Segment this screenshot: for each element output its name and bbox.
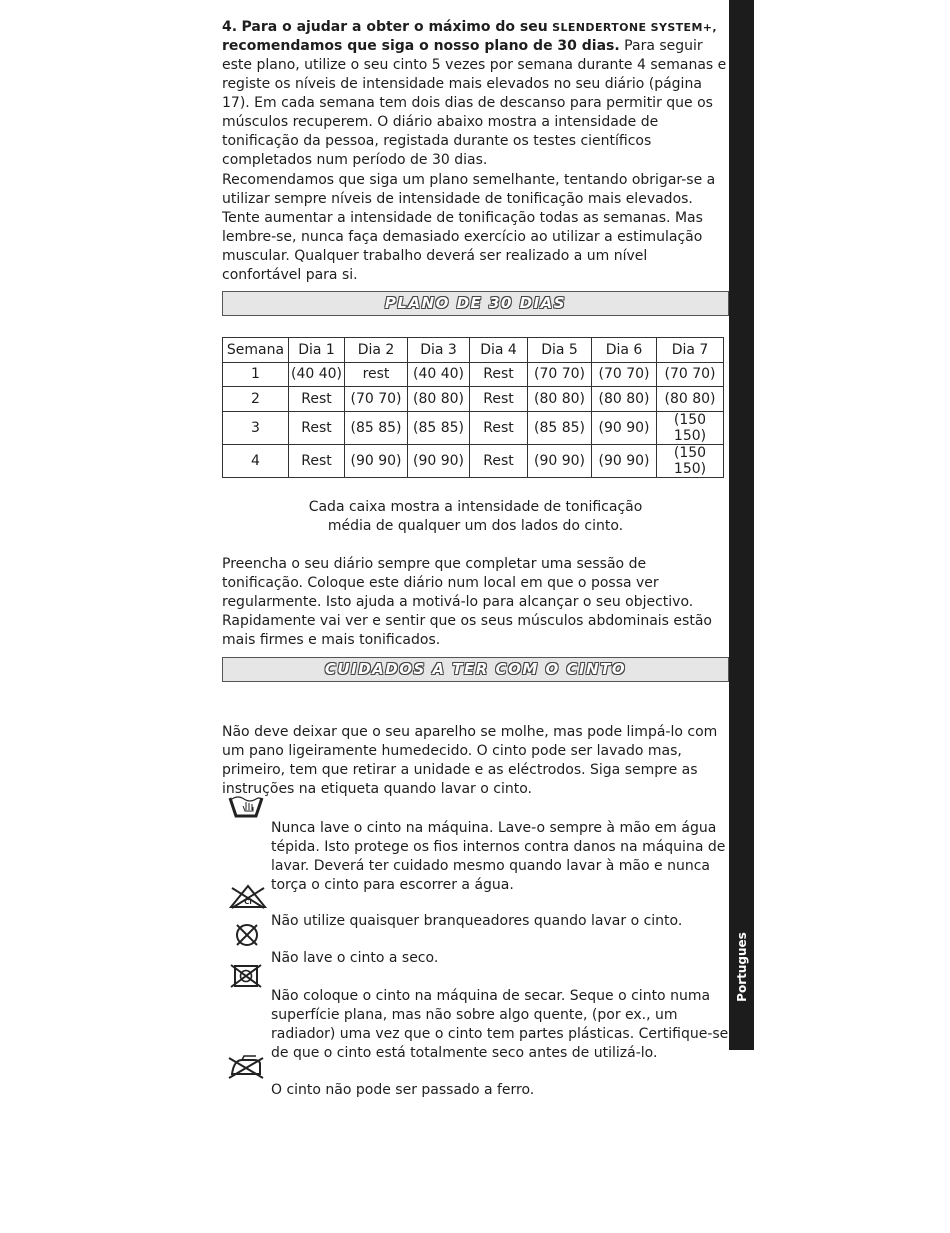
table-cell: Rest: [470, 362, 528, 387]
intro-paragraph: [222, 18, 729, 170]
table-cell: (90 90): [592, 411, 657, 444]
table-cell: Rest: [470, 411, 528, 444]
table-cell: (90 90): [528, 444, 592, 477]
table-cell: (90 90): [592, 444, 657, 477]
table-row: [223, 444, 724, 477]
table-cell: rest: [345, 362, 408, 387]
table-cell: Rest: [470, 387, 528, 412]
header-week: Semana: [223, 338, 289, 363]
plan-table: [222, 337, 724, 478]
table-cell: (80 80): [592, 387, 657, 412]
table-cell: (85 85): [528, 411, 592, 444]
table-cell: (70 70): [657, 362, 724, 387]
care-instruction-no-dry-clean: Não lave o cinto a seco.: [271, 950, 439, 966]
header-day-6: Dia 6: [592, 338, 657, 363]
intro-lead-text-2: recomendamos que siga o nosso plano de 30 dias.: [222, 38, 620, 54]
header-day-1: Dia 1: [289, 338, 345, 363]
recommendation-paragraph: Recomendamos que siga um plano semelhante, tentando obrigar-se a utilizar sempre níveis de intensidade de tonificação mais elevados. Tente aumentar a intensidade de tonificação todas as semanas. Mas lembre-se, nunca faça demasiado exercício ao utilizar a estimulação muscular. Qualquer trabalho deverá ser realizado a um nível confortável para si.: [222, 172, 716, 283]
table-cell: (85 85): [408, 411, 470, 444]
table-cell: (70 70): [592, 362, 657, 387]
week-cell: 3: [223, 411, 289, 444]
brand-name: SLENDERTONE SYSTEM+,: [552, 21, 718, 34]
plan-caption-line-1: Cada caixa mostra a intensidade de tonificação: [308, 499, 643, 515]
table-cell: (150 150): [657, 411, 724, 444]
table-cell: (70 70): [528, 362, 592, 387]
no-bleach-icon: [228, 884, 268, 910]
no-dry-clean-icon: [234, 922, 260, 948]
language-side-tab: [729, 0, 754, 1050]
table-cell: (85 85): [345, 411, 408, 444]
table-cell: (90 90): [408, 444, 470, 477]
care-heading: CUIDADOS A TER COM O CINTO: [222, 657, 729, 682]
header-day-3: Dia 3: [408, 338, 470, 363]
intro-lead-text: Para o ajudar a obter o máximo do seu: [241, 19, 548, 35]
table-row: [223, 411, 724, 444]
table-cell: (80 80): [408, 387, 470, 412]
plan-caption-line-2: média de qualquer um dos lados do cinto.: [327, 518, 624, 534]
table-cell: (40 40): [408, 362, 470, 387]
header-day-2: Dia 2: [345, 338, 408, 363]
plan-heading: PLANO DE 30 DIAS: [222, 291, 729, 316]
table-cell: (80 80): [528, 387, 592, 412]
intro-lead-number: 4.: [222, 19, 238, 35]
table-cell: (70 70): [345, 387, 408, 412]
table-cell: Rest: [289, 444, 345, 477]
header-day-7: Dia 7: [657, 338, 724, 363]
plan-caption: [222, 498, 729, 536]
care-instruction-hand-wash: Nunca lave o cinto na máquina. Lave-o sempre à mão em água tépida. Isto protege os fios internos contra danos na máquina de lavar. Deverá ter cuidado mesmo quando lavar à mão e nunca torça o cinto para escorrer a água.: [271, 820, 726, 893]
week-cell: 2: [223, 387, 289, 412]
plan-table-header: [223, 338, 724, 363]
table-cell: (150 150): [657, 444, 724, 477]
no-iron-icon: [226, 1054, 266, 1080]
table-row: [223, 387, 724, 412]
table-cell: (40 40): [289, 362, 345, 387]
intro-body: Para seguir este plano, utilize o seu cinto 5 vezes por semana durante 4 semanas e registe os níveis de intensidade mais elevados no seu diário (página 17). Em cada semana tem dois dias de descanso para permitir que os músculos recuperem. O diário abaixo mostra a intensidade de tonificação da pessoa, registada durante os testes científicos completados num período de 30 dias.: [222, 38, 727, 168]
hand-wash-icon: [228, 794, 264, 820]
care-intro-paragraph: Não deve deixar que o seu aparelho se molhe, mas pode limpá-lo com um pano ligeiramente humedecido. O cinto pode ser lavado mas, primeiro, tem que retirar a unidade e as eléctrodos. Siga sempre as instruções na etiqueta quando lavar o cinto.: [222, 724, 718, 797]
care-instruction-no-bleach: Não utilize quaisquer branqueadores quando lavar o cinto.: [271, 913, 683, 929]
table-cell: (90 90): [345, 444, 408, 477]
table-row: [223, 362, 724, 387]
diary-paragraph: Preencha o seu diário sempre que completar uma sessão de tonificação. Coloque este diário num local em que o possa ver regularmente. Isto ajuda a motivá-lo para alcançar o seu objectivo. Rapidamente vai ver e sentir que os seus músculos abdominais estão mais firmes e mais tonificados.: [222, 556, 712, 648]
header-day-5: Dia 5: [528, 338, 592, 363]
table-cell: Rest: [289, 411, 345, 444]
header-day-4: Dia 4: [470, 338, 528, 363]
no-tumble-dry-icon: [230, 963, 262, 989]
week-cell: 4: [223, 444, 289, 477]
table-cell: (80 80): [657, 387, 724, 412]
week-cell: 1: [223, 362, 289, 387]
care-instruction-no-tumble-dry: Não coloque o cinto na máquina de secar. Seque o cinto numa superfície plana, mas não sobre algo quente, (por ex., um radiador) uma vez que o cinto tem partes plásticas. Certifique-se de que o cinto está totalmente seco antes de utilizá-lo.: [271, 988, 729, 1061]
table-cell: Rest: [470, 444, 528, 477]
table-cell: Rest: [289, 387, 345, 412]
care-instruction-no-iron: O cinto não pode ser passado a ferro.: [271, 1082, 535, 1098]
language-label: Portugues: [735, 932, 749, 1002]
bleach-symbol-text: Cl: [244, 898, 252, 906]
